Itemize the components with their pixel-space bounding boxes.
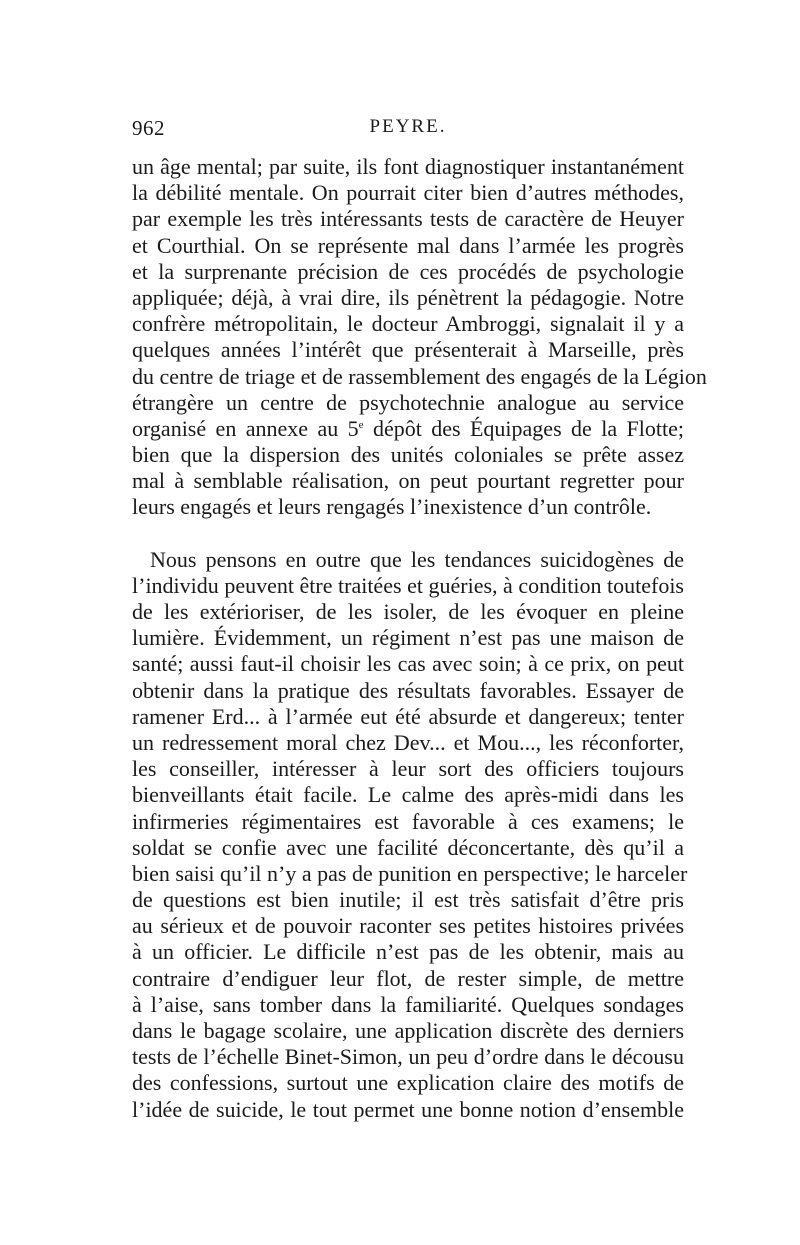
text-line: lumière. Évidemment, un régiment n’est pas une maison de <box>132 625 684 651</box>
text-line: au sérieux et de pouvoir raconter ses petites histoires privées <box>132 913 684 939</box>
text-line: l’idée de suicide, le tout permet une bonne notion d’ensemble <box>132 1096 684 1122</box>
text-line: à l’aise, sans tomber dans la familiarité. Quelques sondages <box>132 991 684 1017</box>
text-line: obtenir dans la pratique des résultats favorables. Essayer de <box>132 677 684 703</box>
text-line: un âge mental; par suite, ils font diagnostiquer instantanément <box>132 154 684 179</box>
text-line: de les extérioriser, de les isoler, de les évoquer en pleine <box>132 599 684 624</box>
text-line: santé; aussi faut-il choisir les cas avec soin; à ce prix, on peut <box>132 651 684 677</box>
text-line: la débilité mentale. On pourrait citer bien d’autres méthodes, <box>132 180 684 206</box>
text-line: par exemple les très intéressants tests de caractère de Heuyer <box>132 206 684 232</box>
body-text <box>132 154 707 1123</box>
text-segment: organisé en annexe au 5 <box>132 415 359 441</box>
text-segment: dépôt des Équipages de la Flotte; <box>363 415 684 441</box>
superscript: e <box>358 418 364 431</box>
text-line: contraire d’endiguer leur flot, de rester simple, de mettre <box>132 965 684 991</box>
text-line: l’individu peuvent être traitées et guéries, à condition toutefois <box>132 572 684 598</box>
text-line: un redressement moral chez Dev... et Mou..., les réconforter, <box>132 729 684 755</box>
text-line: mal à semblable réalisation, on peut pourtant regretter pour <box>132 468 684 494</box>
text-line: dans le bagage scolaire, une application discrète des derniers <box>132 1018 684 1043</box>
running-head: PEYRE. <box>369 116 447 137</box>
text-line: ramener Erd... à l’armée eut été absurde et dangereux; tenter <box>132 703 684 729</box>
text-line: et la surprenante précision de ces procédés de psychologie <box>132 258 684 284</box>
text-line: à un officier. Le difficile n’est pas de les obtenir, mais au <box>132 939 684 965</box>
text-line: de questions est bien inutile; il est très satisfait d’être pris <box>132 887 684 913</box>
text-line: tests de l’échelle Binet-Simon, un peu d’ordre dans le décousu <box>132 1044 684 1070</box>
text-line: du centre de triage et de rassemblement des engagés de la Légion <box>132 363 707 389</box>
paragraph-2 <box>132 546 688 1123</box>
text-line: Nous pensons en outre que les tendances suicidogènes de <box>150 546 684 572</box>
text-line: bien que la dispersion des unités coloniales se prête assez <box>132 442 684 468</box>
text-line: appliquée; déjà, à vrai dire, ils pénètrent la pédagogie. Notre <box>132 284 684 310</box>
text-line: infirmeries régimentaires est favorable à ces examens; le <box>132 808 684 834</box>
page-number: 962 <box>132 116 165 140</box>
text-line: des confessions, surtout une explication claire des motifs de <box>132 1070 684 1096</box>
text-line: leurs engagés et leurs rengagés l’inexistence d’un contrôle. <box>132 494 652 520</box>
page-header <box>132 116 684 146</box>
paragraph-1 <box>132 154 707 521</box>
text-line: bien saisi qu’il n’y a pas de punition en perspective; le harceler <box>132 860 688 886</box>
text-line: étrangère un centre de psychotechnie analogue au service <box>132 389 684 415</box>
text-line: confrère métropolitain, le docteur Ambroggi, signalait il y a <box>132 311 684 337</box>
text-line <box>132 416 684 442</box>
text-line: et Courthial. On se représente mal dans l’armée les progrès <box>132 232 684 258</box>
paragraph-gap <box>132 521 684 547</box>
text-line: quelques années l’intérêt que présenterait à Marseille, près <box>132 337 684 363</box>
text-line: bienveillants était facile. Le calme des après-midi dans les <box>132 782 684 808</box>
text-line: les conseiller, intéresser à leur sort des officiers toujours <box>132 756 684 782</box>
text-line: soldat se confie avec une facilité déconcertante, dès qu’il a <box>132 834 684 860</box>
